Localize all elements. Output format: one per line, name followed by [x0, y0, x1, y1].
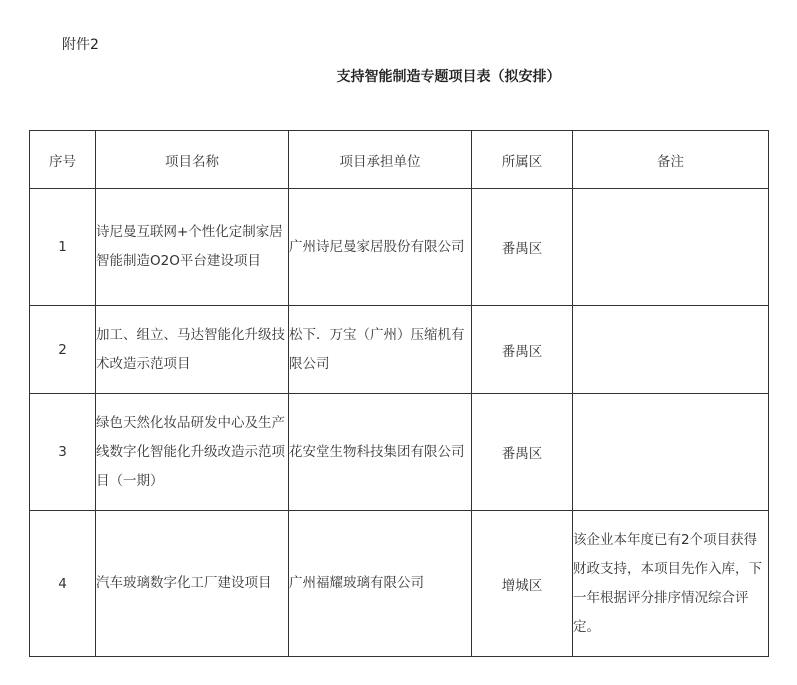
cell-district: 番禺区 — [472, 189, 573, 306]
cell-note — [573, 306, 769, 394]
table-row — [30, 394, 769, 511]
cell-project-name: 诗尼曼互联网+个性化定制家居智能制造O2O平台建设项目 — [96, 189, 289, 306]
project-table — [29, 130, 769, 657]
cell-index: 4 — [30, 511, 96, 657]
cell-index: 2 — [30, 306, 96, 394]
cell-company: 花安堂生物科技集团有限公司 — [289, 394, 472, 511]
cell-company: 广州福耀玻璃有限公司 — [289, 511, 472, 657]
cell-project-name: 汽车玻璃数字化工厂建设项目 — [96, 511, 289, 657]
cell-note: 该企业本年度已有2个项目获得财政支持，本项目先作入库，下一年根据评分排序情况综合评定。 — [573, 511, 769, 657]
cell-project-name: 绿色天然化妆品研发中心及生产线数字化智能化升级改造示范项目（一期） — [96, 394, 289, 511]
table-row — [30, 306, 769, 394]
header-project-name: 项目名称 — [96, 131, 289, 189]
table-header-row — [30, 131, 769, 189]
table-row — [30, 511, 769, 657]
page-title: 支持智能制造专题项目表（拟安排） — [336, 69, 561, 85]
header-district: 所属区 — [472, 131, 573, 189]
attachment-label: 附件2 — [62, 37, 99, 53]
cell-company: 广州诗尼曼家居股份有限公司 — [289, 189, 472, 306]
cell-note — [573, 394, 769, 511]
cell-district: 番禺区 — [472, 394, 573, 511]
header-company: 项目承担单位 — [289, 131, 472, 189]
cell-project-name: 加工、组立、马达智能化升级技术改造示范项目 — [96, 306, 289, 394]
cell-district: 增城区 — [472, 511, 573, 657]
cell-district: 番禺区 — [472, 306, 573, 394]
header-index: 序号 — [30, 131, 96, 189]
table-row — [30, 189, 769, 306]
cell-index: 1 — [30, 189, 96, 306]
header-note: 备注 — [573, 131, 769, 189]
cell-index: 3 — [30, 394, 96, 511]
cell-company: 松下．万宝（广州）压缩机有限公司 — [289, 306, 472, 394]
cell-note — [573, 189, 769, 306]
